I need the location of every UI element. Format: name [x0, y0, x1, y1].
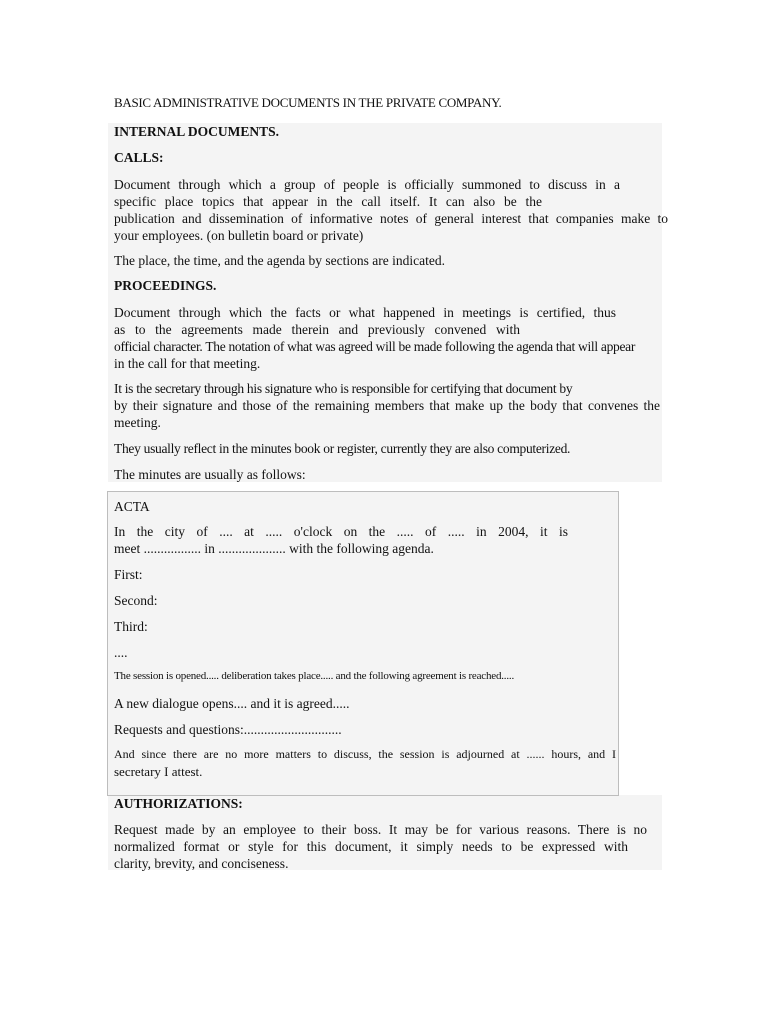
agenda-item-second: Second:	[114, 593, 158, 608]
acta-intro: In the city of .... at ..... o'clock on the ..... of ..... in 2004, it is meet ................. in .................... with the following agenda.	[114, 524, 568, 556]
acta-session-line: The session is opened..... deliberation takes place..... and the following agreement is reached.....	[114, 670, 515, 682]
proceedings-paragraph-3: They usually reflect in the minutes book or register, currently they are also computerized.	[114, 441, 571, 456]
calls-paragraph-2: The place, the time, and the agenda by sections are indicated.	[114, 253, 445, 268]
calls-paragraph-1: Document through which a group of people is officially summoned to discuss in a specific place topics that appear in the call itself. It can also be the publication and dissemination of informative notes of general interest that companies make to your employees. (on bulletin board or private)	[114, 177, 668, 243]
agenda-item-first: First:	[114, 567, 143, 582]
acta-requests-line: Requests and questions:.............................	[114, 722, 342, 737]
authorizations-heading: AUTHORIZATIONS:	[114, 796, 243, 811]
proceedings-paragraph-1: Document through which the facts or what happened in meetings is certified, thus as to the agreements made therein and previously convened with official character. The notation of what was agreed will be made following the agenda that will appear in the call for that meeting.	[114, 305, 636, 371]
acta-dialogue-line: A new dialogue opens.... and it is agreed.....	[114, 696, 350, 711]
agenda-ellipsis: ....	[114, 645, 128, 660]
acta-heading: ACTA	[114, 499, 150, 514]
proceedings-heading: PROCEEDINGS.	[114, 278, 217, 293]
agenda-item-third: Third:	[114, 619, 148, 634]
document-title: BASIC ADMINISTRATIVE DOCUMENTS IN THE PRIVATE COMPANY.	[114, 95, 502, 110]
proceedings-paragraph-2: It is the secretary through his signature who is responsible for certifying that document by by their signature and those of the remaining members that make up the body that convenes the meeting.	[114, 381, 660, 430]
authorizations-paragraph: Request made by an employee to their boss. It may be for various reasons. There is no normalized format or style for this document, it simply needs to be expressed with clarity, brevity, and conciseness.	[114, 822, 647, 871]
acta-closing: And since there are no more matters to discuss, the session is adjourned at ...... hours, and I secretary I attest.	[114, 747, 616, 779]
proceedings-paragraph-4: The minutes are usually as follows:	[114, 467, 306, 482]
calls-heading: CALLS:	[114, 150, 164, 165]
internal-documents-heading: INTERNAL DOCUMENTS.	[114, 124, 280, 139]
